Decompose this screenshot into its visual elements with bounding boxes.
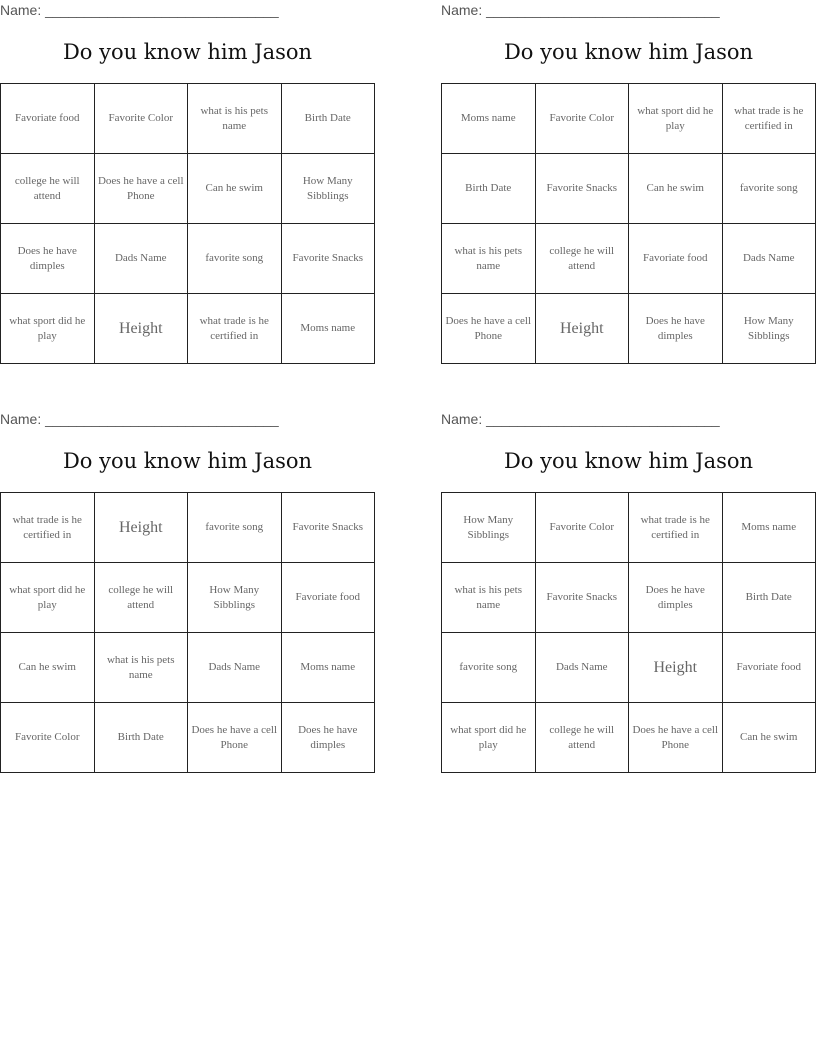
bingo-grid — [441, 492, 816, 773]
grid-cell: Birth Date — [442, 154, 536, 224]
grid-cell: what sport did he play — [442, 703, 536, 773]
grid-cell: what sport did he play — [1, 294, 95, 364]
bingo-card-1 — [0, 0, 375, 375]
grid-row — [442, 224, 816, 294]
grid-row — [442, 633, 816, 703]
grid-cell: favorite song — [442, 633, 536, 703]
grid-cell: Birth Date — [722, 563, 816, 633]
grid-cell: Favorite Snacks — [535, 563, 629, 633]
grid-row — [1, 84, 375, 154]
grid-cell: Birth Date — [94, 703, 188, 773]
bingo-grid — [0, 492, 375, 773]
grid-row — [1, 563, 375, 633]
grid-row — [1, 154, 375, 224]
grid-cell: Does he have a cell Phone — [188, 703, 282, 773]
grid-cell: Can he swim — [1, 633, 95, 703]
grid-row — [1, 703, 375, 773]
name-field: Name: ______________________________ — [0, 411, 279, 427]
grid-cell: what is his pets name — [442, 224, 536, 294]
grid-row — [442, 563, 816, 633]
grid-row — [442, 703, 816, 773]
grid-cell: Favorite Color — [94, 84, 188, 154]
grid-cell: Favoriate food — [722, 633, 816, 703]
grid-cell: Birth Date — [281, 84, 375, 154]
name-field: Name: ______________________________ — [0, 2, 279, 18]
grid-cell: Does he have dimples — [281, 703, 375, 773]
grid-row — [1, 493, 375, 563]
grid-cell: Height — [94, 294, 188, 364]
grid-cell: Favoriate food — [1, 84, 95, 154]
grid-cell: favorite song — [722, 154, 816, 224]
grid-cell: Can he swim — [629, 154, 723, 224]
card-title: Do you know him Jason — [503, 40, 754, 64]
grid-cell: what trade is he certified in — [188, 294, 282, 364]
grid-cell: what is his pets name — [442, 563, 536, 633]
grid-cell: Favorite Color — [535, 493, 629, 563]
card-title: Do you know him Jason — [62, 449, 313, 473]
grid-cell: what is his pets name — [188, 84, 282, 154]
grid-cell: Moms name — [722, 493, 816, 563]
bingo-card-4 — [441, 409, 816, 784]
grid-row — [442, 294, 816, 364]
grid-cell: Does he have dimples — [1, 224, 95, 294]
grid-cell: what trade is he certified in — [722, 84, 816, 154]
card-title: Do you know him Jason — [503, 449, 754, 473]
grid-cell: Moms name — [281, 294, 375, 364]
grid-row — [442, 154, 816, 224]
bingo-card-2 — [441, 0, 816, 375]
grid-cell: Favorite Color — [1, 703, 95, 773]
grid-cell: Favorite Snacks — [535, 154, 629, 224]
grid-cell: what trade is he certified in — [629, 493, 723, 563]
grid-cell: what trade is he certified in — [1, 493, 95, 563]
grid-cell: favorite song — [188, 224, 282, 294]
grid-row — [1, 294, 375, 364]
grid-cell: How Many Sibblings — [188, 563, 282, 633]
grid-cell: what sport did he play — [1, 563, 95, 633]
grid-row — [1, 633, 375, 703]
grid-cell: How Many Sibblings — [722, 294, 816, 364]
name-field: Name: ______________________________ — [441, 411, 720, 427]
bingo-card-3 — [0, 409, 375, 784]
bingo-grid — [441, 83, 816, 364]
name-field: Name: ______________________________ — [441, 2, 720, 18]
grid-cell: Dads Name — [722, 224, 816, 294]
grid-cell: Height — [629, 633, 723, 703]
grid-cell: favorite song — [188, 493, 282, 563]
grid-cell: How Many Sibblings — [442, 493, 536, 563]
grid-cell: Moms name — [442, 84, 536, 154]
grid-cell: Favorite Snacks — [281, 493, 375, 563]
grid-cell: Does he have a cell Phone — [629, 703, 723, 773]
grid-cell: Height — [94, 493, 188, 563]
grid-cell: Moms name — [281, 633, 375, 703]
grid-row — [442, 84, 816, 154]
grid-cell: what sport did he play — [629, 84, 723, 154]
grid-cell: Does he have a cell Phone — [94, 154, 188, 224]
grid-cell: Height — [535, 294, 629, 364]
grid-cell: what is his pets name — [94, 633, 188, 703]
grid-cell: Does he have a cell Phone — [442, 294, 536, 364]
grid-cell: college he will attend — [535, 703, 629, 773]
grid-cell: Can he swim — [722, 703, 816, 773]
card-title: Do you know him Jason — [62, 40, 313, 64]
grid-cell: Dads Name — [535, 633, 629, 703]
grid-cell: Does he have dimples — [629, 294, 723, 364]
grid-cell: Does he have dimples — [629, 563, 723, 633]
grid-cell: How Many Sibblings — [281, 154, 375, 224]
grid-row — [1, 224, 375, 294]
grid-cell: Favoriate food — [629, 224, 723, 294]
grid-row — [442, 493, 816, 563]
grid-cell: college he will attend — [535, 224, 629, 294]
grid-cell: Favorite Color — [535, 84, 629, 154]
grid-cell: Favoriate food — [281, 563, 375, 633]
bingo-grid — [0, 83, 375, 364]
grid-cell: Favorite Snacks — [281, 224, 375, 294]
grid-cell: college he will attend — [1, 154, 95, 224]
grid-cell: Dads Name — [94, 224, 188, 294]
grid-cell: Dads Name — [188, 633, 282, 703]
grid-cell: college he will attend — [94, 563, 188, 633]
grid-cell: Can he swim — [188, 154, 282, 224]
